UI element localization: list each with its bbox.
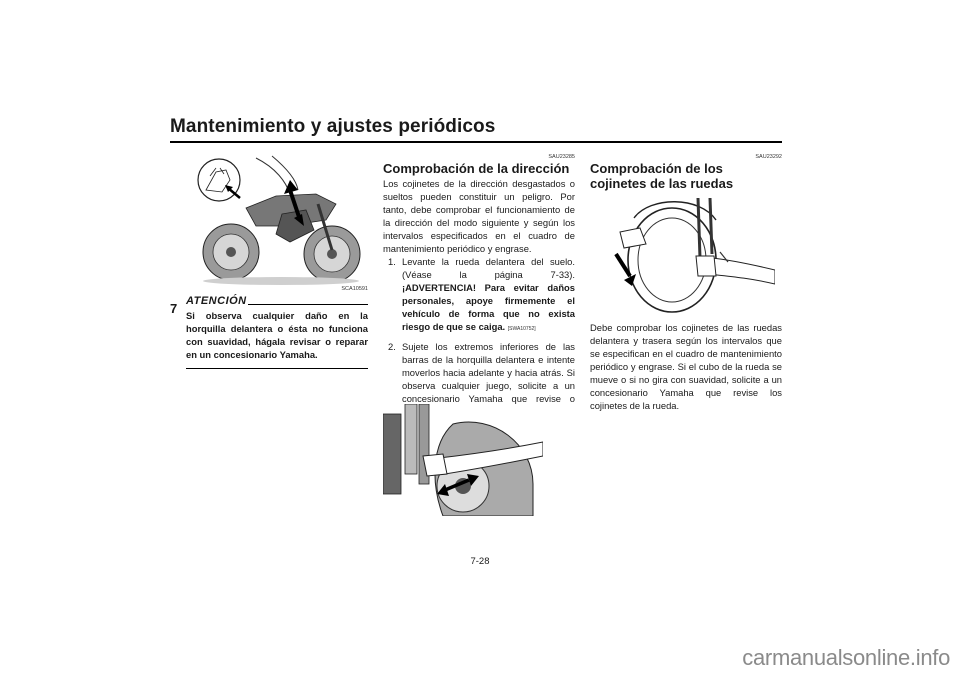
warning-text: ¡ADVERTENCIA! Para evitar daños personales, apoye firmemente el vehículo de forma que no exista riesgo de que se caiga. [402, 282, 575, 332]
caution-top-rule [248, 304, 368, 305]
page-title: Mantenimiento y ajustes periódicos [170, 116, 496, 137]
section-code-bearings: SAU23292 [755, 154, 782, 160]
header-rule [170, 141, 782, 143]
front-fork-check-illustration [383, 404, 543, 516]
caution-title: ATENCIÓN [186, 295, 247, 307]
caution-text: Si observa cualquier daño en la horquilla delantera o ésta no funciona con suavidad, hágala revisar o reparar en un concesionario Yamaha. [186, 310, 368, 360]
wheel-bearing-check-illustration [600, 198, 775, 316]
step-number: 2. [388, 341, 396, 352]
caution-bottom-rule [186, 368, 368, 369]
heading-bearings: Comprobación de los cojinetes de las ruedas [590, 161, 734, 191]
step-text: Levante la rueda delantera del suelo. (Véase la página 7-33). [402, 256, 575, 280]
heading-steering: Comprobación de la dirección [383, 161, 570, 176]
steering-intro: Los cojinetes de la dirección desgastados o sueltos pueden constituir un peligro. Por tanto, debe comprobar el funcionamiento de la dirección del modo siguiente y según los intervalos especificados en el cuadro de mantenimiento periódico y engrase. [383, 178, 575, 254]
step-number: 1. [388, 256, 396, 267]
section-code-steering: SAU23285 [548, 154, 575, 160]
figure-code: SCA10591 [341, 286, 368, 292]
warning-code: [SWA10752] [507, 326, 536, 332]
motorcycle-fork-illustration [186, 150, 366, 290]
page-number: 7-28 [470, 556, 490, 567]
step-text: Sujete los extremos inferiores de las barras de la horquilla delantera e intente moverlos hacia adelante y hacia atrás. Si observa cualquier juego, solicite a un concesionario Yamaha que revise o [402, 341, 575, 404]
chapter-tab: 7 [170, 301, 178, 316]
bearings-body: Debe comprobar los cojinetes de las ruedas delantera y trasera según los intervalos que se especifican en el cuadro de mantenimiento periódico y engrase. Si el cubo de la rueda se mueve o si no gira con suavidad, solicite a un concesionario Yamaha que revise los cojinetes de la rueda. [590, 322, 782, 411]
watermark: carmanualsonline.info [742, 645, 950, 670]
steering-steps [388, 255, 575, 418]
list-item [388, 255, 575, 336]
